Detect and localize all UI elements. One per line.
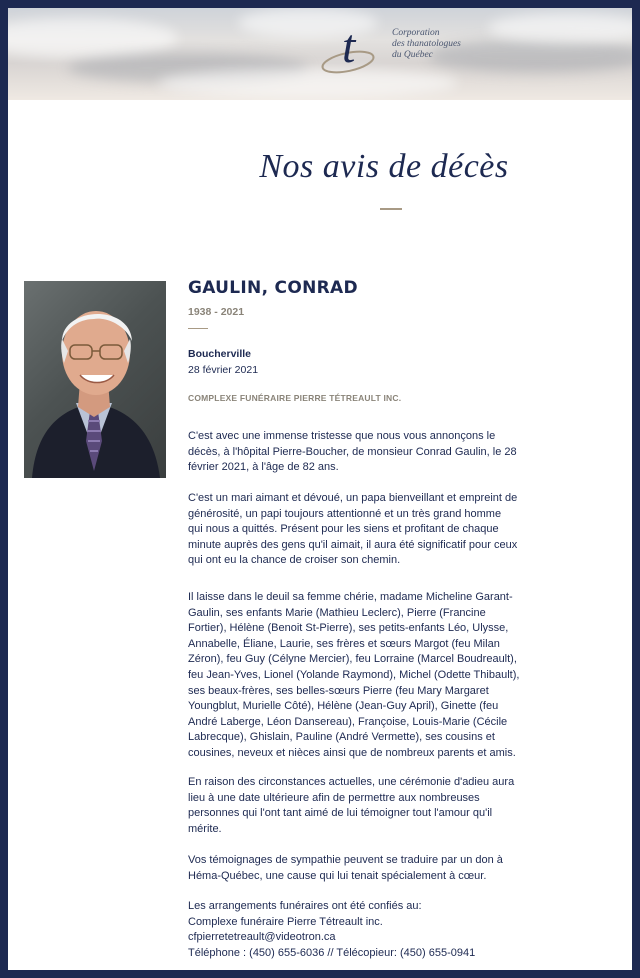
paragraph-line: décès, à l'hôpital Pierre-Boucher, de monsieur Conrad Gaulin, le 28 xyxy=(188,445,517,458)
paragraph-line: feu Jean-Yves, Lionel (Yolande Raymond), Michel (Odette Thibault), xyxy=(188,668,520,681)
paragraph-line: Complexe funéraire Pierre Tétreault inc. xyxy=(188,915,383,928)
life-years: 1938 - 2021 xyxy=(188,306,245,318)
obituary-paragraph xyxy=(188,899,528,961)
paragraph-line: cousines, neveux et nièces ainsi que de nombreux parents et amis. xyxy=(188,746,516,759)
paragraph-line: personnes qui l'ont tant aimé de lui témoigner tout l'amour qu'il xyxy=(188,807,493,820)
paragraph-line: En raison des circonstances actuelles, une cérémonie d'adieu aura xyxy=(188,776,515,788)
logo-line: Corporation xyxy=(392,28,440,38)
logo-line: des thanatologues xyxy=(392,39,461,49)
city: Boucherville xyxy=(188,348,252,360)
paragraph-line: Les arrangements funéraires ont été confiés au: xyxy=(188,900,422,912)
paragraph-line: lieu à une date ultérieure afin de permettre aux nombreuses xyxy=(188,791,480,804)
paragraph-line: Fortier), Hélène (Benoit St-Pierre), ses petits-enfants Léo, Ulysse, xyxy=(188,622,509,635)
paragraph-line: Labrecque), Ghislain, Pauline (André Vermette), ses cousins et xyxy=(188,731,495,744)
funeral-home-name: COMPLEXE FUNÉRAIRE PIERRE TÉTREAULT INC. xyxy=(188,393,402,403)
deceased-portrait xyxy=(24,281,166,478)
obituary-paragraph xyxy=(188,491,528,569)
paragraph-line: André Laberge, Léon Dansereau), Françoise, Louis-Marie (Cécile xyxy=(188,715,508,728)
corporation-logo-text xyxy=(392,28,461,61)
corporation-logo-icon xyxy=(320,12,386,78)
name-divider xyxy=(188,328,208,329)
obituary-paragraph xyxy=(188,775,528,837)
paragraph-line: minute auprès des gens qu'il aimait, il aura été significatif pour ceux xyxy=(188,538,518,551)
svg-text:t: t xyxy=(342,20,356,73)
paragraph-line: C'est avec une immense tristesse que nous vous annonçons le xyxy=(188,430,496,442)
paragraph-line: mérite. xyxy=(188,822,222,835)
header-banner xyxy=(8,8,632,100)
paragraph-line: qui ont eu la chance de croiser son chemin. xyxy=(188,554,401,567)
deceased-name: GAULIN, CONRAD xyxy=(188,278,358,298)
paragraph-line: Zéron), feu Guy (Célyne Mercier), feu Lorraine (Marcel Boudreault), xyxy=(188,653,517,666)
paragraph-line: cfpierretetreault@videotron.ca xyxy=(188,931,336,944)
paragraph-line: Vos témoignages de sympathie peuvent se traduire par un don à xyxy=(188,854,503,866)
obituary-paragraph xyxy=(188,853,528,884)
paragraph-line: février 2021, à l'âge de 82 ans. xyxy=(188,461,339,474)
obituary-paragraph xyxy=(188,429,528,476)
title-divider xyxy=(380,208,402,210)
paragraph-line: ses beaux-frères, ses belles-sœurs Pierre (feu Mary Margaret xyxy=(188,684,489,697)
paragraph-line: Téléphone : (450) 655-6036 // Télécopieur: (450) 655-0941 xyxy=(188,946,476,959)
paragraph-line: générosité, un papi toujours attentionné et un très grand homme xyxy=(188,507,502,520)
paragraph-line: Il laisse dans le deuil sa femme chérie, madame Micheline Garant- xyxy=(188,591,513,603)
death-date: 28 février 2021 xyxy=(188,364,259,376)
paragraph-line: qui nous a quittés. Présent pour les siens et profitant de chaque xyxy=(188,523,499,536)
paragraph-line: Youngblut, Murielle Côté), Hélène (Jean-Guy April), Ginette (feu xyxy=(188,700,499,713)
logo-line: du Québec xyxy=(392,50,433,60)
paragraph-line: Gaulin, ses enfants Marie (Mathieu Leclerc), Pierre (Francine xyxy=(188,606,486,619)
paragraph-line: C'est un mari aimant et dévoué, un papa bienveillant et empreint de xyxy=(188,492,518,504)
page-frame xyxy=(8,8,632,970)
paragraph-line: Annabelle, Éliane, Laurie, ses frères et sœurs Margot (feu Milan xyxy=(188,637,500,650)
paragraph-line: Héma-Québec, une cause qui lui tenait spécialement à cœur. xyxy=(188,869,487,882)
page-title: Nos avis de décès xyxy=(259,148,509,185)
obituary-paragraph xyxy=(188,590,528,762)
